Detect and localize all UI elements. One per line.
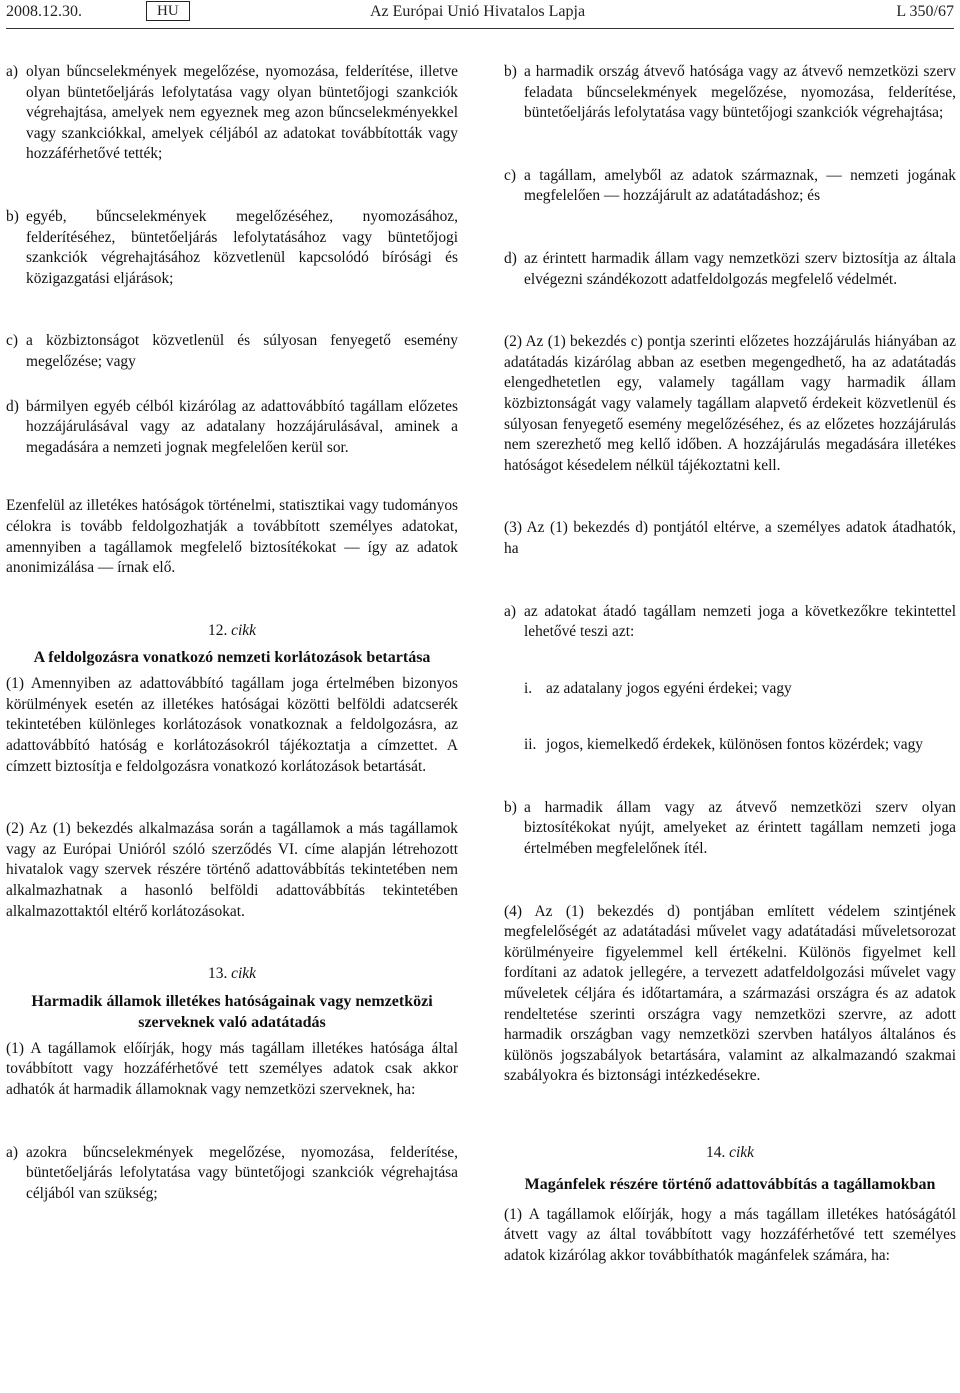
page-header	[0, 0, 960, 28]
right-column	[504, 62, 956, 1266]
header-rule	[6, 28, 954, 29]
list-item-c	[6, 331, 458, 372]
article-word: cikk	[231, 621, 256, 639]
item-label: d)	[6, 397, 19, 415]
article-14-title: Magánfelek részére történő adattovábbítás a tagállamokban	[524, 1175, 936, 1193]
article-number: 12.	[208, 621, 228, 639]
paragraph-3-subitem-i	[524, 679, 956, 700]
article-word: cikk	[729, 1144, 754, 1161]
article-12-paragraph-2: (2) Az (1) bekezdés alkalmazása során a tagállamok a más tagállamok vagy az Európai Unióról szóló szerződés VI. címe alapján létrehozott hivatalok vagy szervek részére történő adattovábbítás tekintetében nem alkalmazhatnak a hasonló belföldi adattovábbítás tekintetében alkalmazottaktól eltérő korlátozásokat.	[6, 820, 458, 920]
item-label: c)	[504, 166, 516, 184]
list-item-b	[504, 62, 956, 124]
page-number: L 350/67	[896, 3, 954, 20]
item-text: a tagállam, amelyből az adatok származnak, — nemzeti jogának megfelelően — hozzájárult az adatátadáshoz; és	[524, 166, 956, 205]
item-label: b)	[504, 63, 517, 80]
item-text: bármilyen egyéb célból kizárólag az adattovábbító tagállam előzetes hozzájárulásával vagy az adatalany hozzájárulásával, aminek a megadására a nemzeti jognak megfelelően kerül sor.	[26, 397, 458, 456]
item-label: d)	[504, 249, 517, 267]
language-box: HU	[146, 1, 190, 21]
item-text: az adatokat átadó tagállam nemzeti joga a következőkre tekintettel lehetővé teszi azt:	[524, 602, 956, 641]
subitem-label: ii.	[524, 736, 537, 754]
paragraph-4: (4) Az (1) bekezdés d) pontjában említett védelem szintjének megfelelőségét az adatátadási művelet vagy adatátadási műveletsorozat körülményeire figyelemmel kell értékelni. Különös figyelmet kell fordítani az adatok jellegére, a tervezett adatfeldolgozási művelet vagy műveletek céljára és időtartamára, a származási országra és az adatok rendeltetése szerinti országra vagy nemzetközi szervre, az adott harmadik országban vagy nemzetközi szervben hatályos általános és különös jogszabályok betartására, valamint az alkalmazandó szakmai szabályokra és biztonsági intézkedésekre.	[504, 902, 956, 1085]
left-column	[6, 62, 458, 1204]
list-item-b	[6, 207, 458, 289]
item-label: a)	[6, 63, 18, 80]
article-13-paragraph-1: (1) A tagállamok előírják, hogy más tagállam illetékes hatósága által továbbított vagy hozzáférhetővé tett személyes adatok csak akkor adhatók át harmadik államoknak vagy nemzetközi szerveknek, ha:	[6, 1039, 458, 1098]
item-label: a)	[504, 602, 516, 620]
article-number: 13.	[208, 965, 228, 983]
item-text: a közbiztonságot közvetlenül és súlyosan fenyegető esemény megelőzése; vagy	[26, 332, 458, 370]
paragraph-3: (3) Az (1) bekezdés d) pontjától eltérve, a személyes adatok átadhatók, ha	[504, 519, 956, 557]
subitem-text: az adatalany jogos egyéni érdekei; vagy	[546, 679, 792, 697]
article-14-paragraph-1: (1) A tagállamok előírják, hogy a más tagállam illetékes hatóságától átvett vagy az által továbbított vagy hozzáférhetővé tett személyes adatok kizárólag akkor továbbíthatók magánfelek számára, ha:	[504, 1205, 956, 1264]
subitem-label: i.	[524, 679, 533, 697]
item-text: olyan bűncselekmények megelőzése, nyomozása, felderítése, illetve olyan büntetőeljárás lefolytatása vagy olyan büntetőjogi szankciók végrehajtása, amelyek nem egyeznek meg azon bűncselekményekkel vagy szankciókkal, amelyek céljából az adatokat továbbították vagy hozzáférhetővé tették;	[26, 63, 458, 163]
item-label: a)	[6, 1143, 18, 1161]
list-item-c	[504, 166, 956, 207]
list-item-a	[6, 62, 458, 165]
paragraph-3-item-b	[504, 798, 956, 860]
item-text: a harmadik állam vagy az átvevő nemzetközi szerv olyan biztosítékokat nyújt, amelyeket az érintett tagállam nemzeti joga értelmében megfelelőnek ítél.	[524, 798, 956, 858]
item-text: az érintett harmadik állam vagy nemzetközi szerv biztosítja az általa elvégezni szándékozott adatfeldolgozás megfelelő védelmét.	[524, 249, 956, 288]
item-text: azokra bűncselekmények megelőzése, nyomozása, felderítése, büntetőeljárás lefolytatása vagy büntetőjogi szankciók végrehajtása céljából van szükség;	[26, 1143, 458, 1202]
header-date: 2008.12.30.	[6, 3, 82, 20]
item-text: a harmadik ország átvevő hatósága vagy az átvevő nemzetközi szerv feladata bűncselekmények megelőzése, nyomozása, felderítése, büntetőeljárás lefolytatása vagy büntetőjogi szankciók végrehajtása;	[524, 63, 956, 122]
article-word: cikk	[231, 965, 256, 983]
article-12-paragraph-1: (1) Amennyiben az adattovábbító tagállam joga értelmében bizonyos körülmények esetén az illetékes hatóságai közötti belföldi adatcserék tekintetében különleges korlátozások vonatkoznak a feldolgozásra, az adattovábbító hatóság e korlátozásokról tájékoztatja a címzettet. A címzett biztosítja e feldolgozásra vonatkozó korlátozások betartását.	[6, 675, 458, 775]
article-number: 14.	[706, 1144, 726, 1161]
paragraph-2: (2) Az (1) bekezdés c) pontja szerinti előzetes hozzájárulás hiányában az adatátadás kizárólag abban az esetben megengedhető, ha az adatátadás elengedhetetlen egy, valamely tagállam vagy harmadik állam közbiztonságát vagy valamely tagállam alapvető érdekeit közvetlenül és súlyosan fenyegető esemény megelőzéséhez, és az előzetes hozzájárulás nem szerezhető meg kellő időben. A hozzájárulás megadására illetékes hatóságot késedelem nélkül tájékoztatni kell.	[504, 333, 956, 474]
subitem-text: jogos, kiemelkedő érdekek, különösen fontos közérdek; vagy	[546, 736, 923, 754]
list-item-d	[6, 397, 458, 459]
article-12-heading	[6, 621, 458, 642]
list-item-d	[504, 249, 956, 290]
item-label: c)	[6, 332, 18, 350]
paragraph-3-item-a	[504, 602, 956, 643]
article-13-heading	[6, 964, 458, 985]
article-12-title: A feldolgozásra vonatkozó nemzeti korlátozások betartása	[33, 649, 431, 667]
article-14-heading	[504, 1143, 956, 1164]
article-13-title: Harmadik államok illetékes hatóságainak vagy nemzetközi szerveknek való adatátadás	[31, 992, 433, 1031]
article-13-item-a	[6, 1143, 458, 1205]
item-text: egyéb, bűncselekmények megelőzéséhez, nyomozásához, felderítéséhez, büntetőeljárás lefolytatásához vagy büntetőjogi szankciók végrehajtásához közvetlenül kapcsolódó bírósági és közigazgatási eljárások;	[26, 207, 458, 287]
paragraph-3-subitem-ii	[524, 735, 956, 756]
paragraph-ezenfelul: Ezenfelül az illetékes hatóságok történelmi, statisztikai vagy tudományos célokra is tovább feldolgozhatják a továbbított személyes adatokat, amennyiben a tagállamok megfelelő biztosítékokat — így az adatok anonimizálása — írnak elő.	[6, 497, 458, 577]
item-label: b)	[504, 798, 517, 816]
journal-title: Az Európai Unió Hivatalos Lapja	[370, 3, 586, 20]
item-label: b)	[6, 207, 19, 225]
